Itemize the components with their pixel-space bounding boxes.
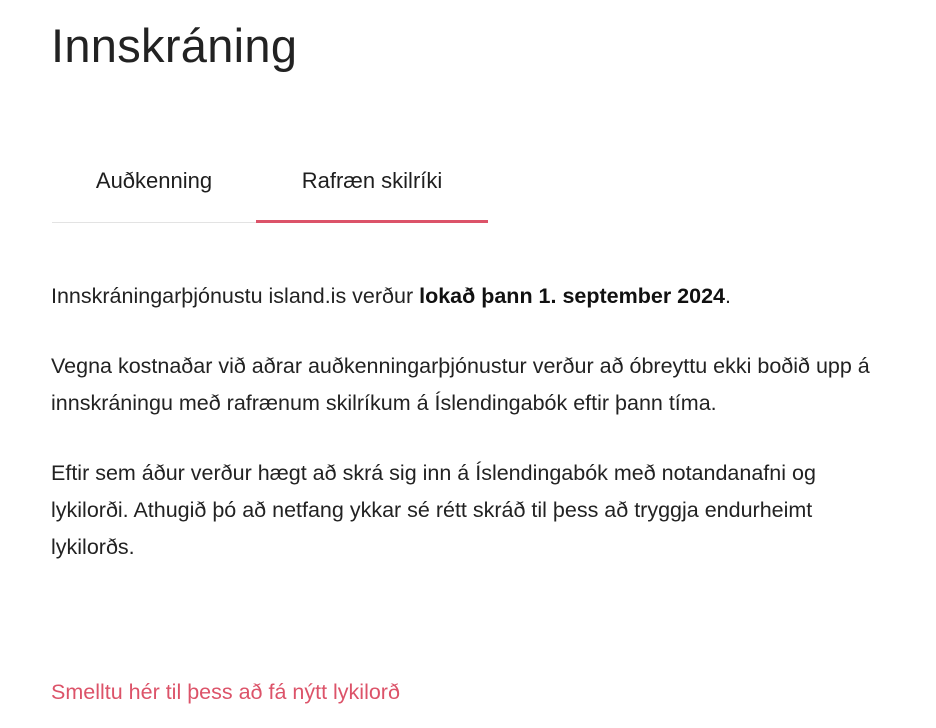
closure-date: lokað þann 1. september 2024 — [419, 284, 725, 308]
closure-notice-suffix: . — [725, 284, 731, 308]
reset-password-link[interactable]: Smelltu hér til þess að fá nýtt lykilorð — [51, 680, 400, 704]
page-title: Innskráning — [51, 19, 298, 72]
cost-explanation: Vegna kostnaðar við aðrar auðkenningarþjónustur verður að óbreyttu ekki boðið upp á innskráningu með rafrænum skilríkum á Íslendingabók eftir þann tíma. — [51, 354, 870, 415]
closure-notice — [51, 278, 881, 315]
tab-content — [51, 278, 881, 599]
tab-audkenning[interactable]: Auðkenning — [95, 168, 213, 193]
password-login-info: Eftir sem áður verður hægt að skrá sig inn á Íslendingabók með notandanafni og lykilorði. Athugið þó að netfang ykkar sé rétt skráð til þess að tryggja endurheimt lykilorðs. — [51, 461, 816, 559]
tab-rafraen-skilriki[interactable]: Rafræn skilríki — [256, 140, 488, 223]
closure-notice-prefix: Innskráningarþjónustu island.is verður — [51, 284, 420, 308]
login-method-tabs — [52, 140, 488, 224]
